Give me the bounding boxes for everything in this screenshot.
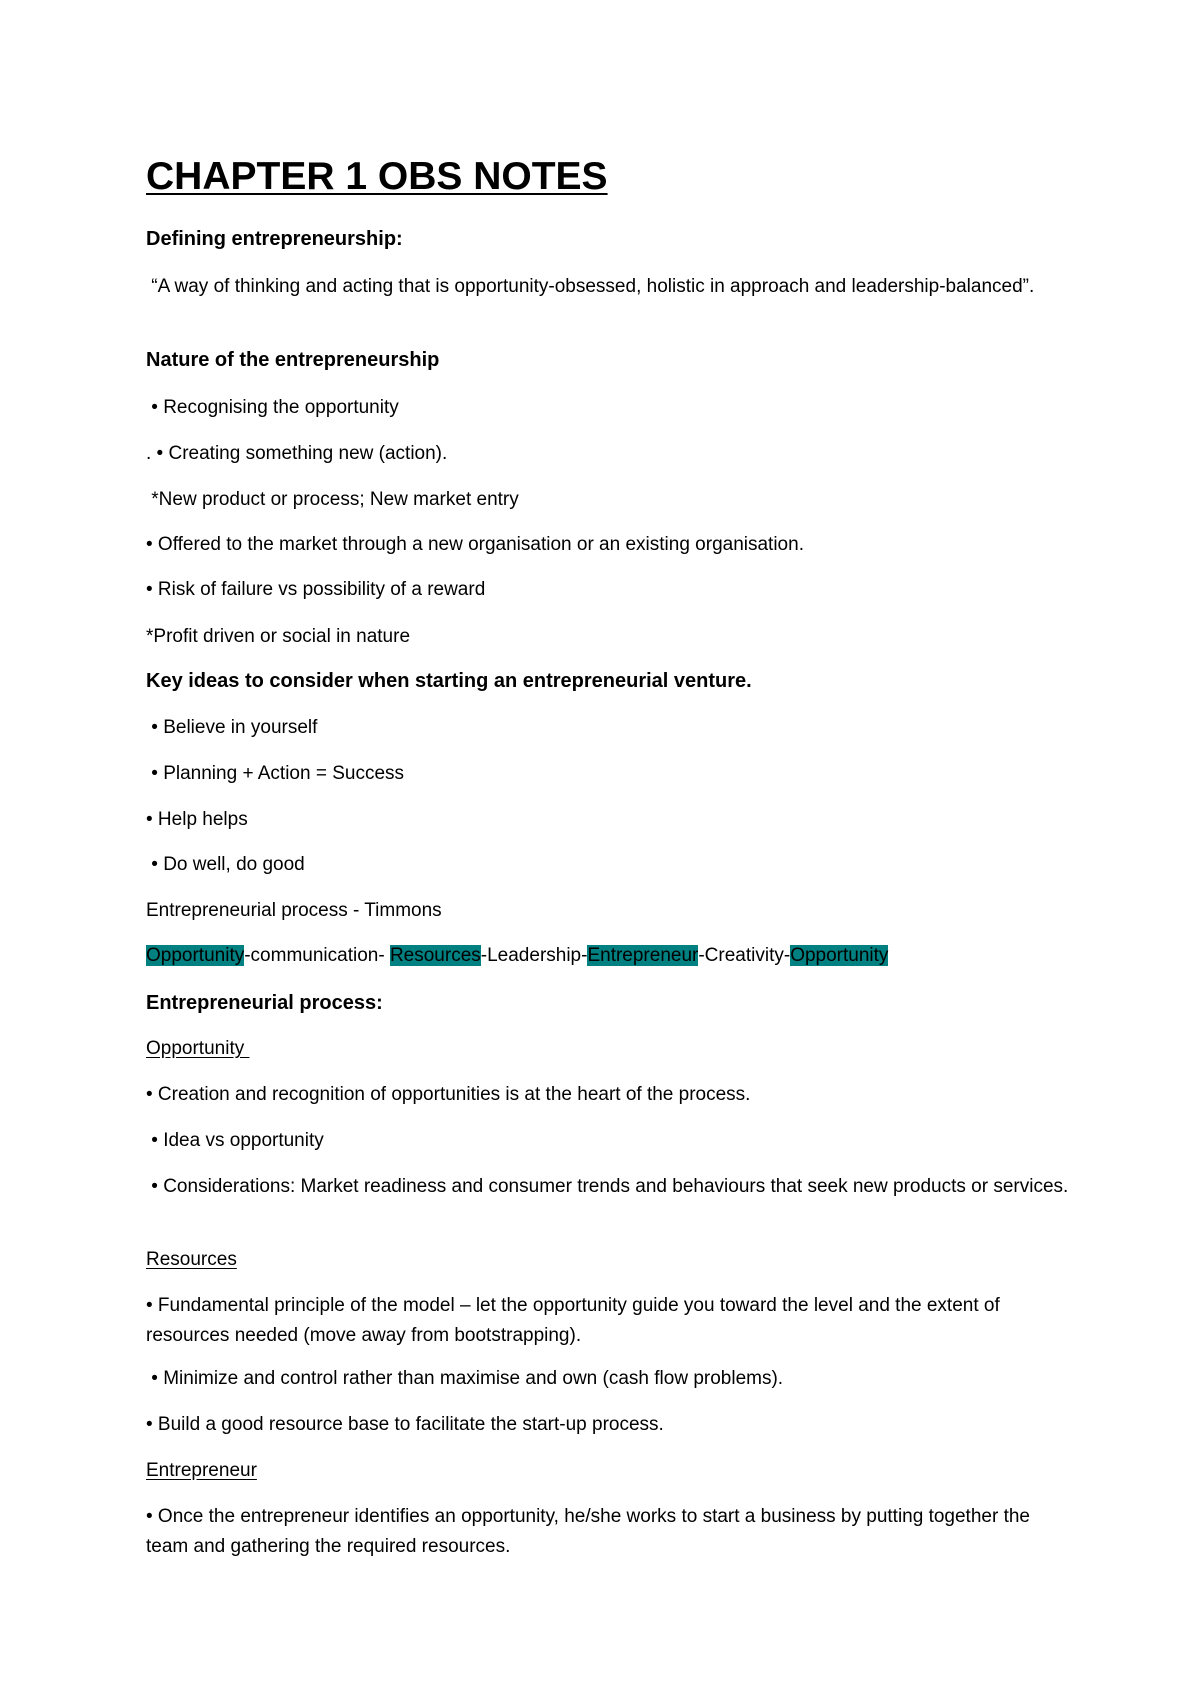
page-title: CHAPTER 1 OBS NOTES (146, 155, 608, 198)
list-item: • Once the entrepreneur identifies an opportunity, he/she works to start a business by putting together the team and gathering the required resources. (146, 1506, 1030, 1557)
list-item: • Recognising the opportunity (146, 397, 399, 418)
list-item: • Risk of failure vs possibility of a reward (146, 579, 486, 600)
list-item: • Fundamental principle of the model – let the opportunity guide you toward the level and the extent of resources needed (move away from bootstrapping). (146, 1295, 1000, 1346)
subheading-entrepreneur: Entrepreneur (146, 1460, 257, 1481)
list-item: • Considerations: Market readiness and consumer trends and behaviours that seek new products or services. (146, 1176, 1069, 1197)
process-flow (146, 941, 1060, 971)
timmons-caption: Entrepreneurial process - Timmons (146, 900, 442, 921)
list-item: • Idea vs opportunity (146, 1130, 324, 1151)
flow-separator: -communication- (244, 945, 390, 966)
heading-defining: Defining entrepreneurship: (146, 228, 403, 250)
list-item: • Planning + Action = Success (146, 763, 405, 784)
highlight-entrepreneur: Entrepreneur (587, 945, 699, 966)
heading-key-ideas: Key ideas to consider when starting an entrepreneurial venture. (146, 670, 752, 692)
heading-process: Entrepreneurial process: (146, 992, 383, 1014)
list-item: • Build a good resource base to facilitate the start-up process. (146, 1414, 664, 1435)
list-item: . • Creating something new (action). (146, 443, 448, 464)
list-item: • Offered to the market through a new organisation or an existing organisation. (146, 534, 804, 555)
list-item: • Do well, do good (146, 854, 305, 875)
list-item: • Creation and recognition of opportunities is at the heart of the process. (146, 1084, 751, 1105)
flow-separator: -Creativity- (698, 945, 791, 966)
flow-separator: -Leadership- (480, 945, 588, 966)
heading-nature: Nature of the entrepreneurship (146, 349, 440, 371)
highlight-opportunity: Opportunity (146, 945, 245, 966)
definition-quote: “A way of thinking and acting that is opportunity-obsessed, holistic in approach and leadership-balanced”. (146, 276, 1035, 297)
highlight-opportunity: Opportunity (790, 945, 889, 966)
list-item: • Believe in yourself (146, 717, 318, 738)
highlight-resources: Resources (389, 945, 481, 966)
subheading-resources: Resources (146, 1249, 237, 1270)
list-item: *New product or process; New market entry (146, 489, 519, 510)
list-item: • Minimize and control rather than maximise and own (cash flow problems). (146, 1368, 784, 1389)
list-item: *Profit driven or social in nature (146, 626, 411, 647)
subheading-opportunity: Opportunity (146, 1038, 250, 1059)
list-item: • Help helps (146, 809, 248, 830)
